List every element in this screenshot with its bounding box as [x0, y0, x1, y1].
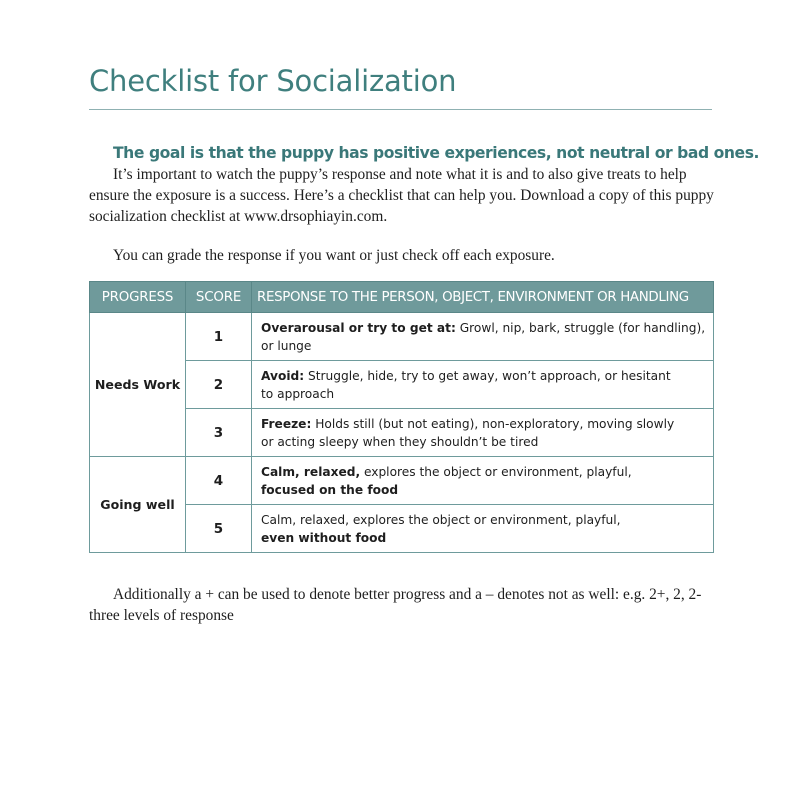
response-text-continued: focused on the food — [261, 482, 399, 497]
response-text-continued: to approach — [261, 386, 335, 401]
response-text-continued: or acting sleepy when they shouldn’t be tired — [261, 434, 539, 449]
score-cell: 3 — [186, 409, 252, 457]
progress-needs-work: Needs Work — [90, 313, 186, 457]
page-title: Checklist for Socialization — [89, 64, 457, 98]
response-label: Overarousal or try to get at: — [261, 320, 456, 335]
response-text: Struggle, hide, try to get away, won’t approach, or hesitant — [304, 368, 671, 383]
progress-going-well: Going well — [90, 457, 186, 553]
response-text: explores the object or environment, playful, — [360, 464, 632, 479]
header-score: SCORE — [186, 282, 252, 313]
grade-note: You can grade the response if you want or just check off each exposure. — [113, 247, 555, 264]
response-label: Freeze: — [261, 416, 312, 431]
response-label: Avoid: — [261, 368, 305, 383]
footer-paragraph — [89, 584, 714, 626]
table-header-row — [90, 282, 714, 313]
score-cell: 5 — [186, 505, 252, 553]
table-row — [90, 313, 714, 361]
header-response: RESPONSE TO THE PERSON, OBJECT, ENVIRONMENT OR HANDLING — [252, 282, 714, 313]
response-cell — [252, 409, 714, 457]
intro-text: It’s important to watch the puppy’s response and note what it is and to also give treats to help ensure the exposure is a success. Here’s a checklist that can help you. Download a copy of this puppy socialization checklist at www.drsophiayin.com. — [89, 166, 714, 226]
response-label: Calm, relaxed, — [261, 464, 361, 479]
intro-paragraph — [89, 164, 714, 228]
socialization-checklist-table — [89, 281, 714, 553]
response-cell — [252, 313, 714, 361]
footer-text: Additionally a + can be used to denote better progress and a – denotes not as well: e.g. 2+, 2, 2- three levels of response — [89, 586, 702, 625]
score-cell: 1 — [186, 313, 252, 361]
response-cell — [252, 505, 714, 553]
response-cell — [252, 457, 714, 505]
score-cell: 2 — [186, 361, 252, 409]
goal-heading: The goal is that the puppy has positive experiences, not neutral or bad ones. — [113, 144, 759, 162]
response-cell — [252, 361, 714, 409]
response-text-continued: even without food — [261, 530, 387, 545]
response-text: Holds still (but not eating), non-exploratory, moving slowly — [311, 416, 675, 431]
header-progress: PROGRESS — [90, 282, 186, 313]
title-divider — [89, 109, 712, 110]
table-row — [90, 457, 714, 505]
response-text: Calm, relaxed, explores the object or environment, playful, — [261, 512, 621, 527]
score-cell: 4 — [186, 457, 252, 505]
response-text: Growl, nip, bark, struggle (for handling), — [455, 320, 706, 335]
response-text-continued: or lunge — [261, 338, 312, 353]
